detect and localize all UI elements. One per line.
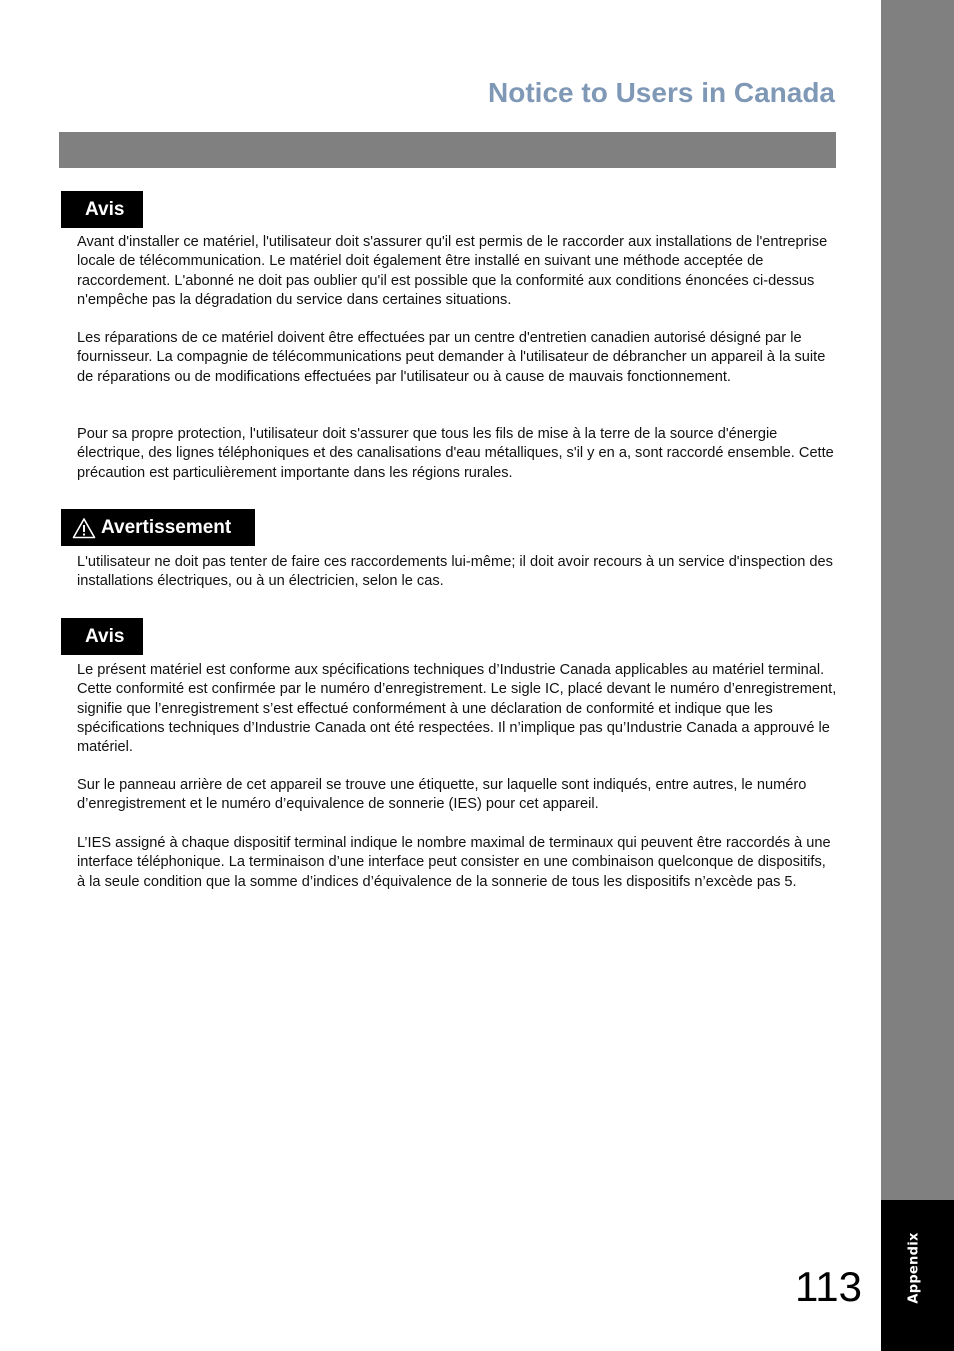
avis-label-2-text: Avis: [85, 625, 125, 647]
avis-paragraph-2: Les réparations de ce matériel doivent être effectuées par un centre d'entretien canadien autorisé désigné par le fournisseur. La compagnie de télécommunications peut demander à l'utilisateur de débrancher un appareil à la suite de réparations ou de modifications effectuées par l'utilisateur ou à cause de mauvais fonctionnement.: [77, 330, 826, 385]
avis-paragraph-3: Pour sa propre protection, l'utilisateur doit s'assurer que tous les fils de mise à la terre de la source d'énergie électrique, des lignes téléphoniques et des canalisations d'eau métalliques, s'il y en a, sont raccordé ensemble. Cette précaution est particulièrement importante dans les régions rurales.: [77, 426, 834, 481]
avis-label: [61, 191, 143, 228]
avis-2-paragraph-3: L’IES assigné à chaque dispositif terminal indique le nombre maximal de terminaux qui peuvent être raccordés à une interface téléphonique. La terminaison d’une interface peut consister en une combinaison quelconque de dispositifs, à la seule condition que la somme d’indices d’équivalence de la sonnerie de tous les dispositifs n’excède pas 5.: [77, 835, 831, 890]
avertissement-label: [61, 509, 255, 546]
avis-label-2: [61, 618, 143, 655]
warning-triangle-icon: [72, 517, 96, 539]
side-band: [881, 0, 954, 1200]
avis-2-paragraph-1: Le présent matériel est conforme aux spécifications techniques d’Industrie Canada applicables au matériel terminal. Cette conformité est confirmée par le numéro d’enregistrement. Le sigle IC, placé devant le numéro d’enregistrement, signifie que l’enregistrement s’est effectué conformément à une déclaration de conformité et indique que les spécifications techniques d’Industrie Canada ont été respectées. Il n’implique pas qu’Industrie Canada a approuvé le matériel.: [77, 662, 837, 756]
avis-paragraph-1: Avant d'installer ce matériel, l'utilisateur doit s'assurer qu'il est permis de le raccorder aux installations de l'entreprise locale de télécommunication. Le matériel doit également être installé en suivant une méthode acceptée de raccordement. L'abonné ne doit pas oublier qu'il est possible que la conformité aux conditions énoncées ci-dessus n'empêche pas la dégradation du service dans certaines situations.: [77, 234, 828, 308]
avis-label-text: Avis: [85, 198, 125, 220]
page-title: Notice to Users in Canada: [488, 77, 835, 108]
page-number: 113: [795, 1263, 862, 1310]
avertissement-paragraph: L'utilisateur ne doit pas tenter de faire ces raccordements lui-même; il doit avoir recours à un service d'inspection des installations électriques, ou à un électricien, selon le cas.: [77, 554, 833, 590]
avertissement-label-text: Avertissement: [101, 516, 232, 538]
side-tab-label: Appendix: [906, 1232, 922, 1304]
title-bar: [59, 132, 836, 168]
avis-2-paragraph-2: Sur le panneau arrière de cet appareil se trouve une étiquette, sur laquelle sont indiqués, entre autres, le numéro d’enregistrement et le numéro d’equivalence de sonnerie (IES) pour cet appareil.: [77, 777, 807, 813]
